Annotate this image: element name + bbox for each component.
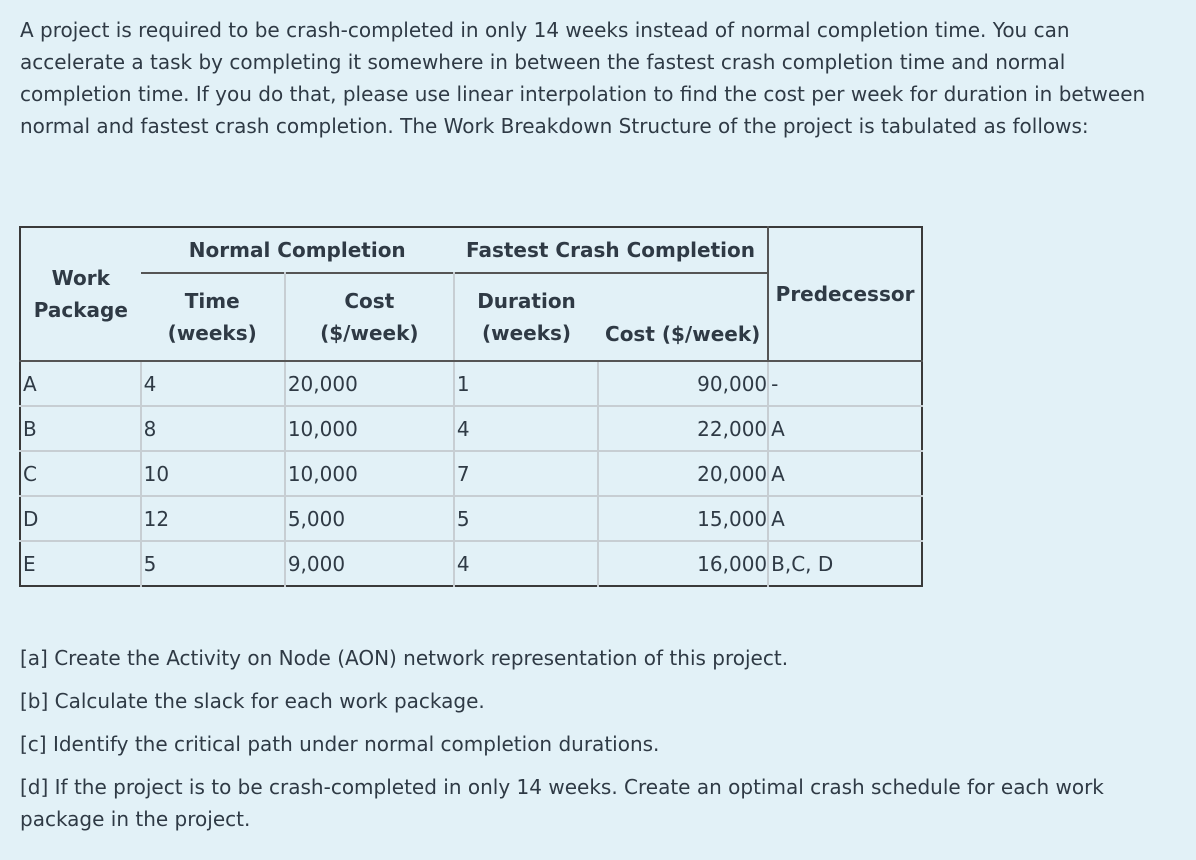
cell-predecessor: B,C, D xyxy=(768,541,922,586)
cell-crash-cost: 90,000 xyxy=(598,361,768,406)
cell-duration: 1 xyxy=(454,361,598,406)
cell-time: 5 xyxy=(141,541,285,586)
question-item: [d] If the project is to be crash-completed in only 14 weeks. Create an optimal crash schedule for each work package in the project. xyxy=(20,775,1104,831)
cell-cost: 5,000 xyxy=(285,496,454,541)
cell-cost: 10,000 xyxy=(285,451,454,496)
cell-duration: 7 xyxy=(454,451,598,496)
header-duration: Duration (weeks) xyxy=(454,273,598,361)
cell-cost: 20,000 xyxy=(285,361,454,406)
header-crash-cost: Cost ($/week) xyxy=(598,273,768,361)
question-list xyxy=(20,642,1180,846)
cell-package: E xyxy=(23,551,36,576)
cell-time: 10 xyxy=(141,451,285,496)
cell-package: B xyxy=(20,406,141,451)
cell-predecessor: A xyxy=(768,496,922,541)
header-normal-completion: Normal Completion xyxy=(188,238,406,262)
problem-intro: A project is required to be crash-completed in only 14 weeks instead of normal completion time. You can accelerate a task by completing it somewhere in between the fastest crash completion time and normal completion time. If you do that, please use linear interpolation to find the cost per week for duration in between normal and fastest crash completion. The Work Breakdown Structure of the project is tabulated as follows: xyxy=(20,18,1146,138)
cell-crash-cost: 20,000 xyxy=(598,451,768,496)
table-row xyxy=(20,451,922,496)
table-row xyxy=(20,496,922,541)
header-predecessor: Predecessor xyxy=(768,227,922,361)
cell-predecessor: A xyxy=(768,406,922,451)
cell-crash-cost: 22,000 xyxy=(598,406,768,451)
header-fastest-crash-completion: Fastest Crash Completion xyxy=(465,238,755,262)
question-item: [a] Create the Activity on Node (AON) network representation of this project. xyxy=(20,646,789,670)
cell-package: C xyxy=(20,451,141,496)
cell-time: 12 xyxy=(141,496,285,541)
question-item: [c] Identify the critical path under normal completion durations. xyxy=(20,732,660,756)
header-cost: Cost ($/week) xyxy=(285,273,454,361)
cell-cost: 10,000 xyxy=(285,406,454,451)
cell-duration: 5 xyxy=(454,496,598,541)
header-work-package: Work Package xyxy=(20,227,141,361)
table-row xyxy=(20,541,922,586)
cell-predecessor: - xyxy=(768,361,922,406)
wbs-table xyxy=(19,226,923,587)
header-time: Time (weeks) xyxy=(141,273,285,361)
cell-time: 4 xyxy=(141,361,285,406)
cell-crash-cost: 15,000 xyxy=(598,496,768,541)
table-row xyxy=(20,406,922,451)
cell-crash-cost: 16,000 xyxy=(598,541,768,586)
table-row xyxy=(20,361,922,406)
cell-time: 8 xyxy=(141,406,285,451)
cell-package: A xyxy=(20,361,141,406)
cell-cost: 9,000 xyxy=(285,541,454,586)
cell-duration: 4 xyxy=(454,406,598,451)
question-item: [b] Calculate the slack for each work package. xyxy=(20,689,485,713)
cell-predecessor: A xyxy=(768,451,922,496)
cell-duration: 4 xyxy=(454,541,598,586)
cell-package: D xyxy=(20,496,141,541)
